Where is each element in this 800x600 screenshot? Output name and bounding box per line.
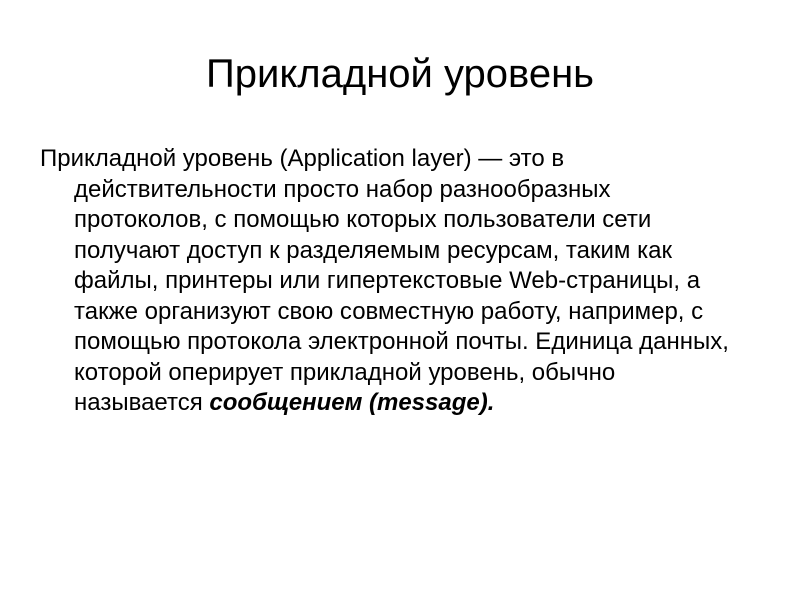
body-emphasis: сообщением (message). [209,389,495,416]
body-text: Прикладной уровень (Application layer) — это в действительности просто набор разнообразных протоколов, с помощью которых пользователи сети получают доступ к разделяемым ресурсам, таким как файлы, принтеры или гипертекстовые Web-страницы, а также организуют свою совместную работу, например, с помощью протокола электронной почты. Единица данных, которой оперирует прикладной уровень, обычно называется [40,145,729,416]
body-paragraph [40,144,740,419]
slide-body [40,144,740,419]
slide-title: Прикладной уровень [205,52,595,96]
